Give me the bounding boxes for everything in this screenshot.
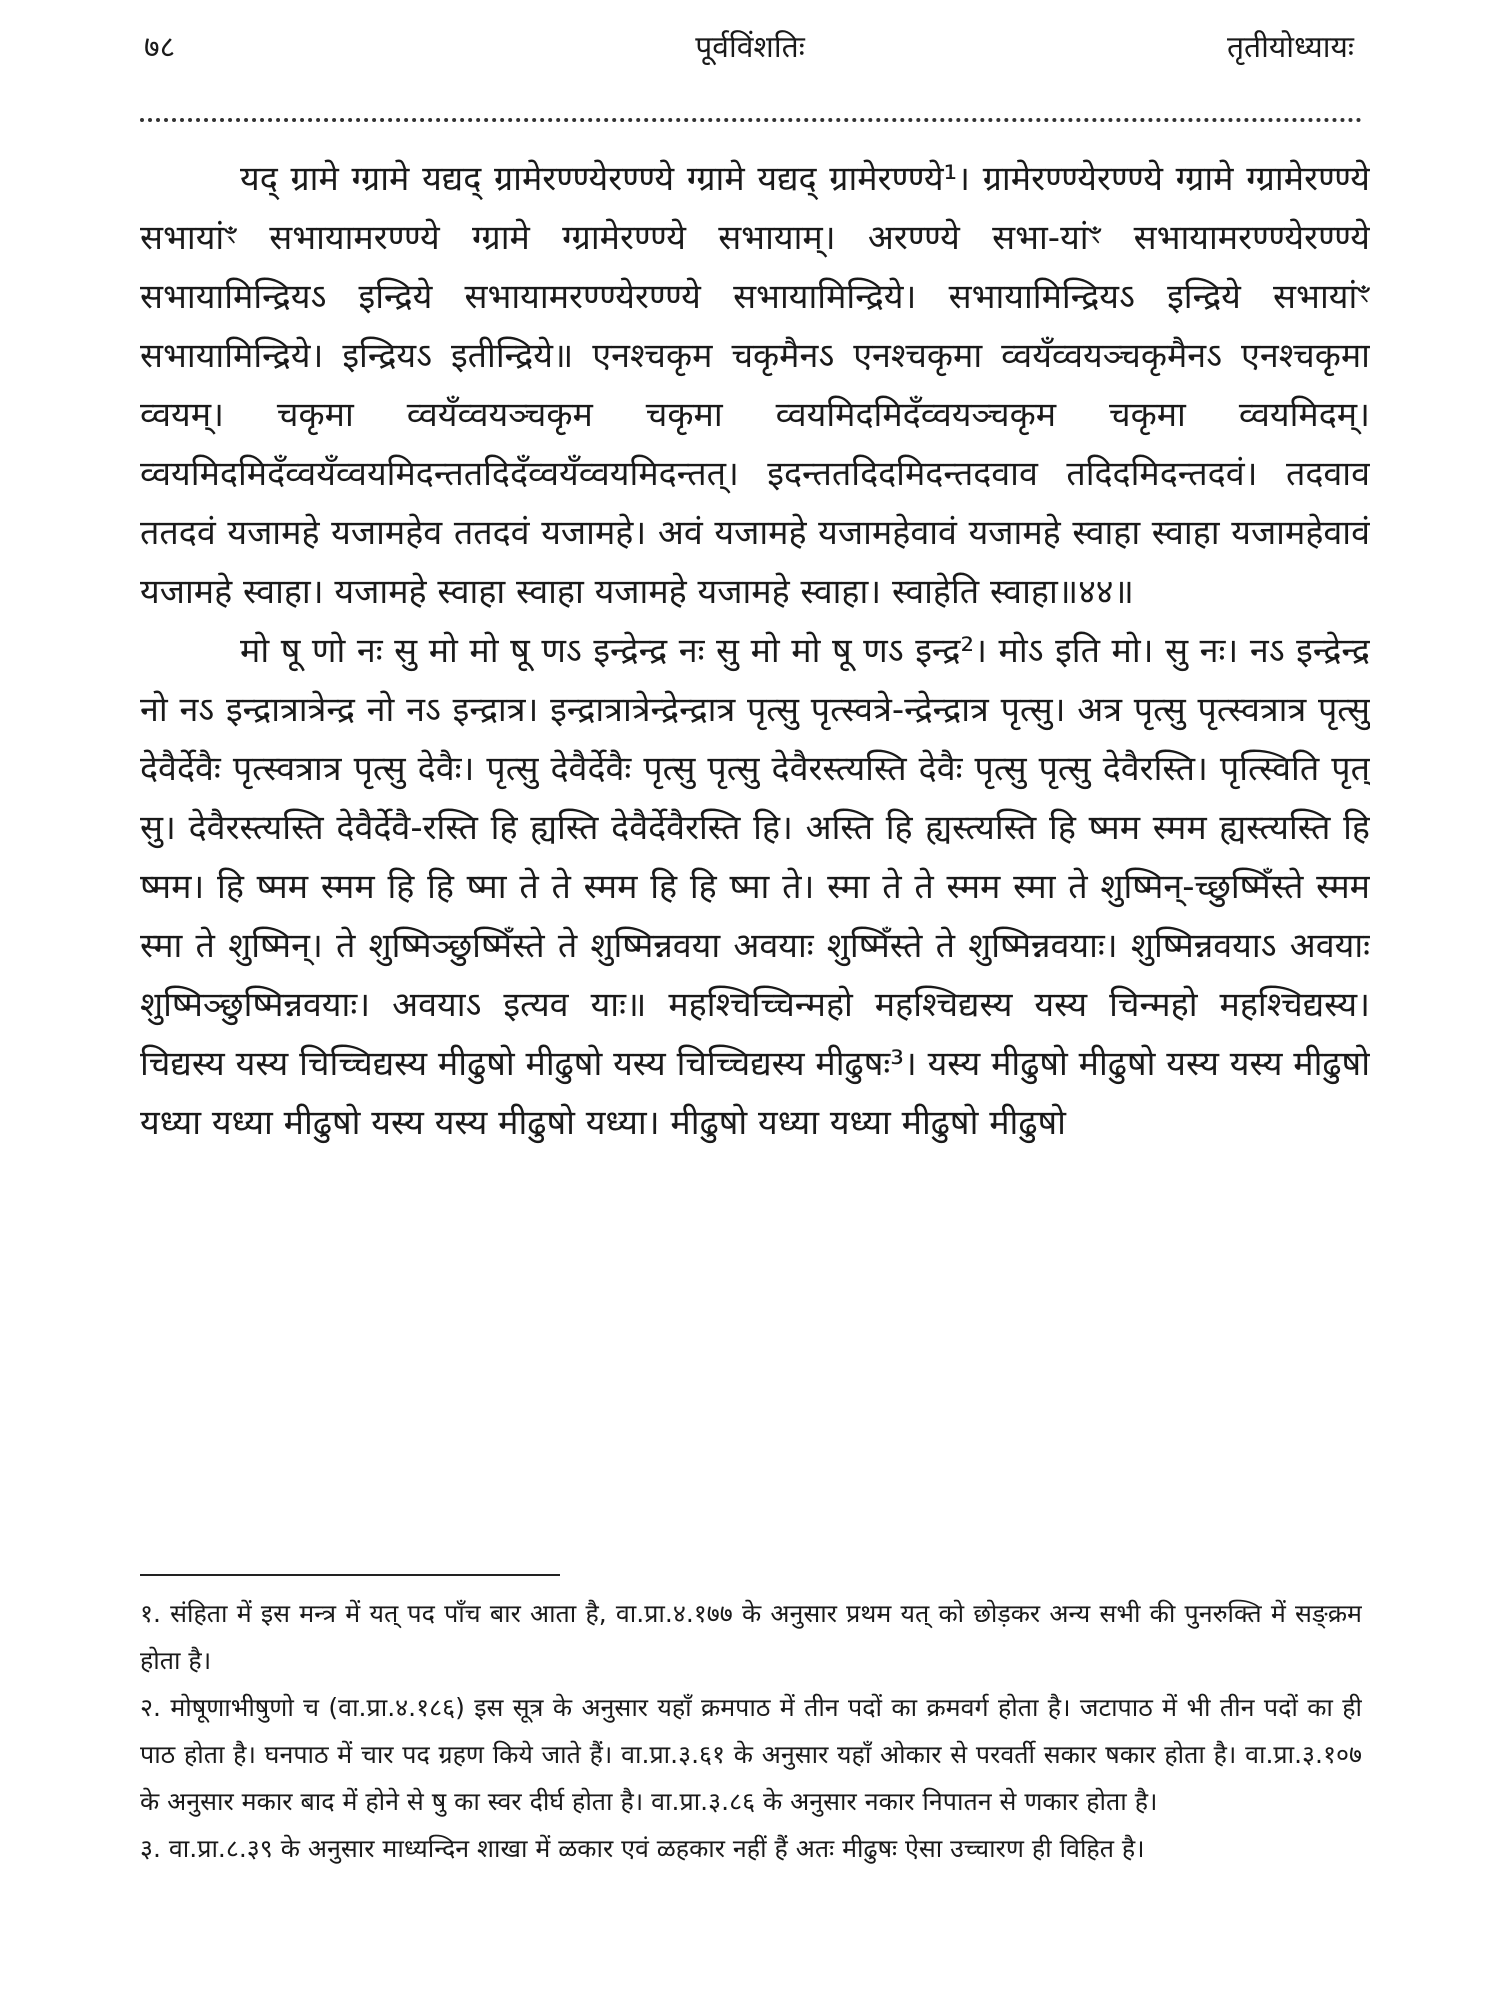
chapter-title: तृतीयोध्यायः (1226, 30, 1354, 65)
footnote-separator (140, 1574, 560, 1576)
footnote-3: ३. वा.प्रा.८.३९ के अनुसार माध्यन्दिन शाखा में ळकार एवं ळहकार नहीं हैं अतः मीढुषः ऐसा उच्चारण ही विहित है। (140, 1834, 1145, 1863)
paragraph: यद् ग्रामे ग्ग्रामे यद्यद् ग्रामेरण्ण्येरण्ण्ये ग्ग्रामे यद्यद् ग्रामेरण्ण्ये¹। ग्रामेरण्ण्येरण्ण्ये ग्ग्रामे ग्ग्रामेरण्ण्ये सभायांꣳ सभायामरण्ण्ये ग्ग्रामे ग्ग्रामेरण्ण्ये सभायाम्। अरण्ण्ये सभा-यांꣳ सभायामरण्ण्येरण्ण्ये सभायामिन्द्रियऽ इन्द्रिये सभायामरण्ण्येरण्ण्ये सभायामिन्द्रिये। सभायामिन्द्रियऽ इन्द्रिये सभायांꣳ सभायामिन्द्रिये। इन्द्रियऽ इतीन्द्रिये॥ एनश्चकृम चकृमैनऽ एनश्चकृमा व्वयँव्वयञ्चकृमैनऽ एनश्चकृमा व्वयम्। चकृमा व्वयँव्वयञ्चकृम चकृमा व्वयमिदमिदँव्वयञ्चकृम चकृमा व्वयमिदम्। व्वयमिदमिदँव्वयँव्वयमिदन्ततदिदँव्वयँव्वयमिदन्तत्। इदन्ततदिदमिदन्तदवाव तदिदमिदन्तदवं। तदवाव ततदवं यजामहे यजामहेव ततदवं यजामहे। अवं यजामहे यजामहेवावं यजामहे स्वाहा स्वाहा यजामहेवावं यजामहे स्वाहा। यजामहे स्वाहा स्वाहा यजामहे यजामहे स्वाहा। स्वाहेति स्वाहा॥४४॥ (140, 159, 1370, 612)
page-header (140, 20, 1360, 80)
page-number: ७८ (144, 30, 176, 65)
paragraph: मो षू णो नः सु मो मो षू णऽ इन्द्रेन्द्र नः सु मो मो षू णऽ इन्द्र²। मोऽ इति मो। सु नः। नऽ इन्द्रेन्द्र नो नऽ इन्द्रात्रात्रेन्द्र नो नऽ इन्द्रात्र। इन्द्रात्रात्रेन्द्रेन्द्रात्र पृत्सु पृत्स्वत्रे-न्द्रेन्द्रात्र पृत्सु। अत्र पृत्सु पृत्स्वत्रात्र पृत्सु देवैर्देवैः पृत्स्वत्रात्र पृत्सु देवैः। पृत्सु देवैर्देवैः पृत्सु पृत्सु देवैरस्त्यस्ति देवैः पृत्सु पृत्सु देवैरस्ति। पृत्स्विति पृत् सु। देवैरस्त्यस्ति देवैर्देवै-रस्ति हि ह्यस्ति देवैर्देवैरस्ति हि। अस्ति हि ह्यस्त्यस्ति हि ष्मम स्मम ह्यस्त्यस्ति हि ष्मम। हि ष्मम स्मम हि हि ष्मा ते ते स्मम हि हि ष्मा ते। स्मा ते ते स्मम स्मा ते शुष्मिन्-च्छुष्मिँस्ते स्मम स्मा ते शुष्मिन्। ते शुष्मिञ्छुष्मिँस्ते ते शुष्मिन्नवया अवयाः शुष्मिँस्ते ते शुष्मिन्नवयाः। शुष्मिन्नवयाऽ अवयाः शुष्मिञ्छुष्मिन्नवयाः। अवयाऽ इत्यव याः॥ महश्चिच्चिन्महो महश्चिद्यस्य यस्य चिन्महो महश्चिद्यस्य। चिद्यस्य यस्य चिच्चिद्यस्य मीढुषो मीढुषो यस्य चिच्चिद्यस्य मीढुषः³। यस्य मीढुषो मीढुषो यस्य यस्य मीढुषो यध्या यध्या मीढुषो यस्य यस्य मीढुषो यध्या। मीढुषो यध्या यध्या मीढुषो मीढुषो (140, 631, 1370, 1143)
footnote-2: २. मोषूणाभीषुणो च (वा.प्रा.४.१८६) इस सूत्र के अनुसार यहाँ क्रमपाठ में तीन पदों का क्रमवर्ग होता है। जटापाठ में भी तीन पदों का ही पाठ होता है। घनपाठ में चार पद ग्रहण किये जाते हैं। वा.प्रा.३.६१ के अनुसार यहाँ ओकार से परवर्ती सकार षकार होता है। वा.प्रा.३.१०७ के अनुसार मकार बाद में होने से षु का स्वर दीर्घ होता है। वा.प्रा.३.८६ के अनुसार नकार निपातन से णकार होता है। (140, 1693, 1362, 1816)
main-text-body (140, 150, 1370, 1480)
footnote-1: १. संहिता में इस मन्त्र में यत् पद पाँच बार आता है, वा.प्रा.४.१७७ के अनुसार प्रथम यत् को छोड़कर अन्य सभी की पुनरुक्ति में सङ्क्रम होता है। (140, 1599, 1362, 1675)
running-title: पूर्वविंशतिः (695, 30, 805, 65)
footnotes (140, 1590, 1362, 1980)
header-dotted-rule (140, 118, 1362, 122)
